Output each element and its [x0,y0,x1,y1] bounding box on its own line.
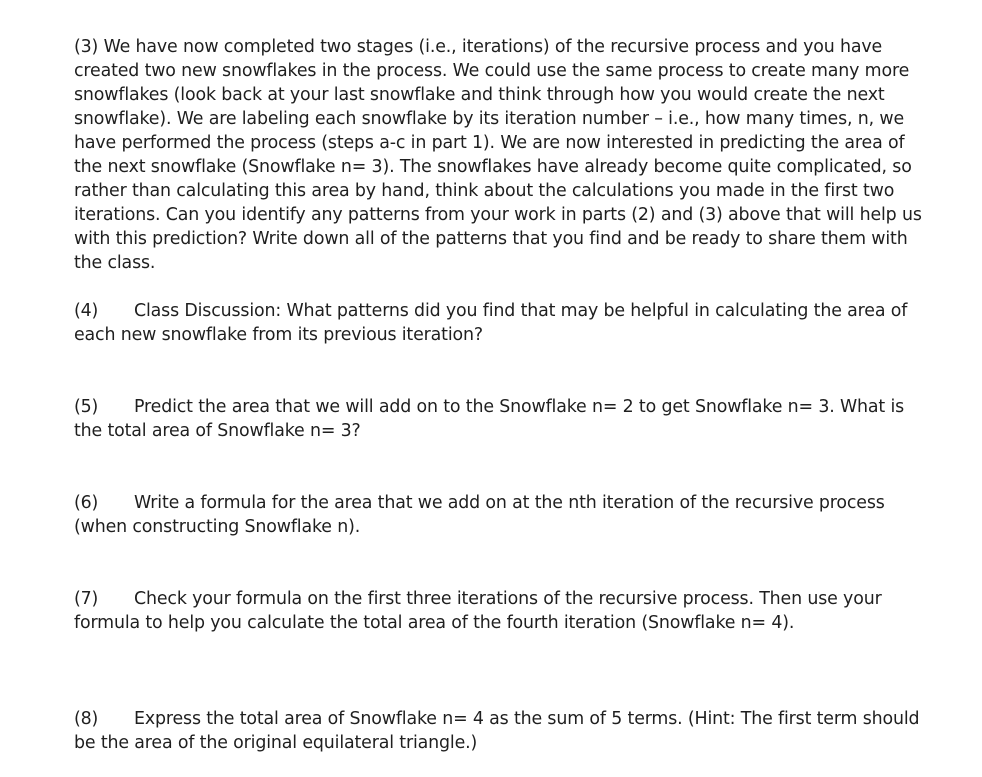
question-8-number: (8) [74,709,99,729]
question-3-text: We have now completed two stages (i.e., iterations) of the recursive process and you have created two new snowflakes in the process. We could use the same process to create many more snowflakes (look back at your last snowflake and think through how you would create the next snowflake). We are labeling each snowflake by its iteration number – i.e., how many times, n, we have performed the process (steps a-c in part 1). We are now interested in predicting the area of the next snowflake (Snowflake n= 3). The snowflakes have already become quite complicated, so rather than calculating this area by hand, think about the calculations you made in the first two iterations. Can you identify any patterns from your work in parts (2) and (3) above that will help us with this prediction? Write down all of the patterns that you find and be ready to share them with the class. [74,37,922,273]
question-5-number: (5) [74,397,99,417]
question-6 [74,491,934,539]
question-4 [74,299,934,347]
question-8-text: Express the total area of Snowflake n= 4 as the sum of 5 terms. (Hint: The first term should be the area of the original equilateral triangle.) [74,709,920,753]
question-3 [74,35,934,275]
question-7 [74,587,934,635]
question-5 [74,395,934,443]
question-3-number: (3) [74,37,99,57]
question-8 [74,707,934,755]
question-4-text: Class Discussion: What patterns did you find that may be helpful in calculating the area of each new snowflake from its previous iteration? [74,301,908,345]
question-4-number: (4) [74,301,99,321]
question-6-text: Write a formula for the area that we add on at the nth iteration of the recursive process (when constructing Snowflake n). [74,493,885,537]
question-6-number: (6) [74,493,99,513]
question-7-number: (7) [74,589,99,609]
question-7-text: Check your formula on the first three iterations of the recursive process. Then use your formula to help you calculate the total area of the fourth iteration (Snowflake n= 4). [74,589,882,633]
question-5-text: Predict the area that we will add on to the Snowflake n= 2 to get Snowflake n= 3. What is the total area of Snowflake n= 3? [74,397,905,441]
